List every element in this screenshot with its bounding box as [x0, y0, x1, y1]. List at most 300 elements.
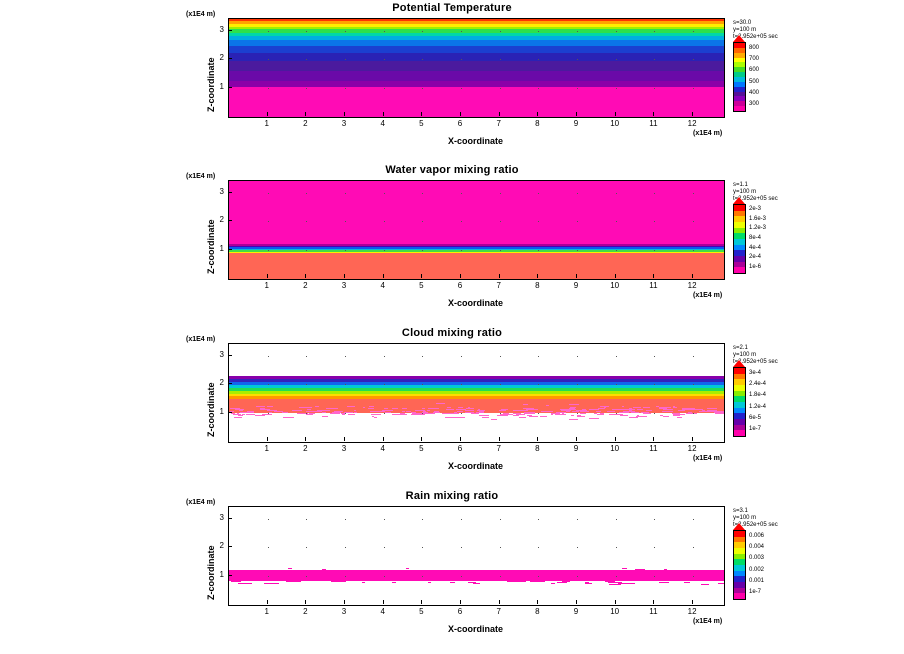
x-tick — [383, 600, 384, 604]
x-tick-label: 4 — [380, 444, 385, 453]
grid-dot — [693, 356, 694, 357]
grid-dot — [345, 250, 346, 251]
colorbar-tick-label-5: 1e-7 — [749, 426, 762, 433]
y-tick — [228, 518, 232, 519]
grid-dot — [422, 250, 423, 251]
y-axis-label: Z-coordinate — [206, 382, 216, 437]
grid-dot — [422, 221, 423, 222]
grid-dots — [229, 507, 724, 605]
x-tick-label: 4 — [380, 119, 385, 128]
x-tick-label: 4 — [380, 281, 385, 290]
y-tick-label: 3 — [219, 186, 224, 196]
x-tick-label: 3 — [341, 444, 347, 453]
legend-line-2: t=2.952e+05 sec — [733, 359, 778, 365]
x-tick — [460, 437, 461, 441]
grid-dot — [500, 384, 501, 385]
x-tick-label: 6 — [457, 119, 463, 128]
x-tick-label: 5 — [419, 444, 424, 453]
colorbar-segment-13 — [734, 106, 745, 111]
z-axis-unit: (x1E4 m) — [186, 499, 216, 506]
legend-line-2: t=2.952e+05 sec — [733, 34, 778, 40]
colorbar — [733, 42, 746, 112]
x-tick — [344, 112, 345, 116]
grid-dot — [654, 547, 655, 548]
x-axis-label: X-coordinate — [447, 624, 503, 634]
x-tick — [383, 437, 384, 441]
grid-dot — [693, 413, 694, 414]
x-tick — [499, 437, 500, 441]
grid-dot — [422, 193, 423, 194]
grid-dot — [345, 31, 346, 32]
y-tick-label: 3 — [219, 24, 224, 34]
x-tick-label: 10 — [610, 281, 620, 290]
panel-cloud-mixing-ratio — [0, 325, 904, 485]
grid-dot — [345, 59, 346, 60]
grid-dot — [306, 59, 307, 60]
x-axis-label: X-coordinate — [447, 298, 503, 308]
grid-dot — [268, 384, 269, 385]
x-axis-unit: (x1E4 m) — [693, 618, 723, 625]
x-tick — [344, 274, 345, 278]
grid-dot — [500, 356, 501, 357]
grid-dot — [654, 193, 655, 194]
grid-dot — [306, 250, 307, 251]
x-tick-label: 5 — [419, 119, 424, 128]
colorbar-tick-label-1: 2.4e-4 — [749, 381, 767, 387]
colorbar-tick-label-4: 6e-5 — [749, 415, 762, 421]
grid-dot — [461, 576, 462, 577]
grid-dot — [306, 576, 307, 577]
colorbar-tick-label-5: 1e-7 — [749, 589, 762, 596]
colorbar-tick-label-5: 2e-4 — [749, 254, 762, 261]
grid-dot — [422, 356, 423, 357]
grid-dot — [345, 221, 346, 222]
y-tick-label: 3 — [219, 349, 224, 359]
grid-dot — [384, 356, 385, 357]
grid-dot — [422, 59, 423, 60]
grid-dot — [500, 576, 501, 577]
grid-dot — [616, 221, 617, 222]
y-tick-label: 1 — [219, 570, 224, 580]
x-tick-label: 7 — [496, 607, 501, 616]
grid-dot — [616, 59, 617, 60]
colorbar-tick-label-3: 8e-4 — [749, 235, 762, 241]
grid-dot — [616, 576, 617, 577]
grid-dot — [538, 59, 539, 60]
x-tick — [499, 600, 500, 604]
grid-dot — [345, 413, 346, 414]
x-tick-label: 10 — [610, 119, 620, 128]
colorbar-tick-label-1: 700 — [749, 56, 760, 62]
x-tick — [653, 600, 654, 604]
grid-dot — [268, 250, 269, 251]
x-tick — [267, 274, 268, 278]
colorbar-tick-label-1: 0.004 — [749, 544, 765, 550]
grid-dot — [500, 519, 501, 520]
grid-dot — [577, 384, 578, 385]
grid-dot — [461, 547, 462, 548]
chart-title: Cloud mixing ratio — [401, 327, 503, 339]
x-tick — [383, 112, 384, 116]
plot-area — [228, 506, 725, 606]
x-tick-label: 11 — [649, 281, 658, 290]
grid-dot — [538, 576, 539, 577]
x-tick-label: 8 — [535, 607, 540, 616]
grid-dot — [577, 59, 578, 60]
grid-dot — [577, 193, 578, 194]
colorbar — [733, 367, 746, 437]
grid-dot — [693, 576, 694, 577]
grid-dot — [268, 519, 269, 520]
grid-dot — [461, 31, 462, 32]
grid-dot — [500, 221, 501, 222]
x-tick — [305, 274, 306, 278]
chart-title: Potential Temperature — [392, 2, 512, 14]
grid-dot — [693, 221, 694, 222]
grid-dot — [500, 88, 501, 89]
panel-potential-temperature — [0, 0, 904, 160]
grid-dot — [384, 59, 385, 60]
grid-dot — [306, 413, 307, 414]
grid-dot — [654, 221, 655, 222]
grid-dot — [384, 193, 385, 194]
y-axis-label: Z-coordinate — [206, 219, 216, 274]
x-tick — [421, 600, 422, 604]
grid-dot — [422, 31, 423, 32]
grid-dot — [461, 384, 462, 385]
x-tick — [537, 437, 538, 441]
x-tick-label: 1 — [264, 444, 269, 453]
grid-dot — [268, 576, 269, 577]
grid-dot — [538, 547, 539, 548]
x-axis-unit: (x1E4 m) — [693, 455, 723, 462]
x-tick — [653, 112, 654, 116]
grid-dot — [577, 413, 578, 414]
grid-dot — [616, 250, 617, 251]
grid-dot — [654, 59, 655, 60]
grid-dots — [229, 181, 724, 279]
x-tick-label: 3 — [341, 281, 347, 290]
x-axis-label: X-coordinate — [447, 461, 503, 471]
grid-dot — [616, 193, 617, 194]
grid-dot — [693, 31, 694, 32]
y-tick — [228, 412, 232, 413]
grid-dot — [384, 31, 385, 32]
grid-dot — [577, 519, 578, 520]
colorbar-tick-label-0: 0.006 — [749, 532, 765, 539]
x-tick-label: 2 — [303, 119, 308, 128]
colorbar-tick-label-3: 0.002 — [749, 566, 765, 573]
x-tick — [576, 600, 577, 604]
legend-line-1: y=100 m — [733, 189, 757, 195]
grid-dot — [461, 250, 462, 251]
y-tick-label: 3 — [219, 512, 224, 522]
x-tick — [537, 274, 538, 278]
grid-dot — [538, 193, 539, 194]
grid-dot — [461, 221, 462, 222]
x-tick — [267, 112, 268, 116]
grid-dot — [461, 59, 462, 60]
y-tick — [228, 249, 232, 250]
grid-dot — [500, 413, 501, 414]
grid-dot — [345, 356, 346, 357]
x-tick-label: 2 — [303, 607, 308, 616]
x-tick — [692, 600, 693, 604]
grid-dot — [384, 576, 385, 577]
x-axis-label: X-coordinate — [447, 136, 503, 146]
colorbar-tick-label-4: 400 — [749, 90, 760, 96]
x-tick-label: 12 — [687, 281, 697, 290]
grid-dot — [461, 413, 462, 414]
x-tick — [576, 274, 577, 278]
plot-area — [228, 343, 725, 443]
x-tick — [537, 112, 538, 116]
grid-dot — [616, 519, 617, 520]
x-tick-label: 2 — [303, 444, 308, 453]
grid-dot — [577, 88, 578, 89]
x-tick — [615, 112, 616, 116]
x-tick-label: 1 — [264, 119, 269, 128]
y-tick-label: 1 — [219, 407, 224, 417]
grid-dot — [538, 413, 539, 414]
x-tick-label: 5 — [419, 607, 424, 616]
grid-dots — [229, 19, 724, 117]
x-tick-label: 2 — [303, 281, 308, 290]
x-tick-label: 9 — [573, 607, 579, 616]
y-tick — [228, 546, 232, 547]
x-tick — [576, 112, 577, 116]
grid-dot — [500, 193, 501, 194]
colorbar-tick-label-4: 0.001 — [749, 578, 765, 584]
grid-dot — [538, 221, 539, 222]
colorbar-tick-label-5: 300 — [749, 101, 760, 108]
colorbar — [733, 530, 746, 600]
grid-dot — [268, 193, 269, 194]
grid-dot — [616, 31, 617, 32]
grid-dot — [577, 547, 578, 548]
x-tick — [344, 437, 345, 441]
y-tick-label: 1 — [219, 82, 224, 92]
colorbar-top-arrow — [733, 523, 745, 530]
grid-dot — [616, 356, 617, 357]
x-tick-label: 6 — [457, 281, 463, 290]
grid-dot — [345, 519, 346, 520]
x-tick-label: 9 — [573, 119, 579, 128]
grid-dot — [345, 576, 346, 577]
y-tick — [228, 87, 232, 88]
legend-line-1: y=100 m — [733, 515, 757, 521]
x-tick — [653, 274, 654, 278]
grid-dot — [384, 88, 385, 89]
y-axis-label: Z-coordinate — [206, 545, 216, 600]
colorbar-tick-label-4: 4e-4 — [749, 244, 762, 251]
x-tick — [305, 600, 306, 604]
grid-dot — [306, 384, 307, 385]
grid-dots — [229, 344, 724, 442]
grid-dot — [577, 31, 578, 32]
grid-dot — [268, 413, 269, 414]
x-tick — [344, 600, 345, 604]
colorbar-tick-label-0: 3e-4 — [749, 369, 762, 376]
grid-dot — [345, 547, 346, 548]
x-tick-label: 7 — [496, 119, 501, 128]
x-tick-label: 12 — [687, 607, 697, 616]
grid-dot — [345, 384, 346, 385]
x-tick-label: 1 — [264, 607, 269, 616]
x-tick — [421, 112, 422, 116]
grid-dot — [345, 193, 346, 194]
x-tick — [499, 274, 500, 278]
grid-dot — [654, 384, 655, 385]
grid-dot — [538, 519, 539, 520]
grid-dot — [384, 413, 385, 414]
grid-dot — [268, 547, 269, 548]
legend-line-1: y=100 m — [733, 27, 757, 33]
colorbar-tick-label-6: 1e-6 — [749, 264, 762, 271]
x-axis-unit: (x1E4 m) — [693, 130, 723, 137]
grid-dot — [616, 547, 617, 548]
grid-dot — [306, 221, 307, 222]
x-tick — [460, 112, 461, 116]
y-tick — [228, 220, 232, 221]
grid-dot — [461, 193, 462, 194]
colorbar-tick-label-1: 1.6e-3 — [749, 215, 767, 222]
y-tick — [228, 58, 232, 59]
x-tick — [692, 112, 693, 116]
colorbar-tick-label-2: 1.2e-3 — [749, 225, 767, 232]
colorbar-top-arrow — [733, 35, 745, 42]
y-tick-label: 2 — [219, 215, 224, 225]
legend-line-0: s=1.1 — [733, 182, 748, 188]
z-axis-unit: (x1E4 m) — [186, 173, 216, 180]
grid-dot — [268, 88, 269, 89]
x-tick-label: 4 — [380, 607, 385, 616]
y-tick — [228, 355, 232, 356]
grid-dot — [422, 576, 423, 577]
grid-dot — [693, 519, 694, 520]
grid-dot — [577, 221, 578, 222]
x-tick — [692, 437, 693, 441]
grid-dot — [538, 88, 539, 89]
legend-line-0: s=2.1 — [733, 345, 748, 351]
x-tick — [615, 437, 616, 441]
panel-water-vapor-mixing-ratio — [0, 162, 904, 322]
grid-dot — [654, 413, 655, 414]
y-tick-label: 2 — [219, 541, 224, 551]
grid-dot — [654, 356, 655, 357]
y-tick — [228, 192, 232, 193]
x-tick-label: 7 — [496, 444, 501, 453]
x-tick — [305, 437, 306, 441]
x-tick-label: 8 — [535, 281, 540, 290]
x-tick-label: 3 — [341, 119, 347, 128]
grid-dot — [422, 88, 423, 89]
x-tick — [267, 600, 268, 604]
colorbar-top-arrow — [733, 197, 745, 204]
grid-dot — [577, 356, 578, 357]
grid-dot — [577, 576, 578, 577]
x-tick-label: 7 — [496, 281, 501, 290]
y-axis-label: Z-coordinate — [206, 57, 216, 112]
colorbar-segment-11 — [734, 430, 745, 436]
colorbar-tick-label-0: 800 — [749, 44, 760, 51]
grid-dot — [654, 31, 655, 32]
grid-dot — [500, 250, 501, 251]
grid-dot — [461, 356, 462, 357]
legend-line-2: t=2.952e+05 sec — [733, 196, 778, 202]
grid-dot — [422, 519, 423, 520]
grid-dot — [693, 547, 694, 548]
chart-title: Water vapor mixing ratio — [385, 164, 519, 176]
grid-dot — [654, 88, 655, 89]
grid-dot — [384, 384, 385, 385]
x-tick — [383, 274, 384, 278]
chart-title: Rain mixing ratio — [405, 490, 499, 502]
colorbar-tick-label-2: 600 — [749, 67, 760, 74]
grid-dot — [384, 519, 385, 520]
x-tick-label: 8 — [535, 119, 540, 128]
x-tick — [653, 437, 654, 441]
grid-dot — [268, 356, 269, 357]
colorbar-tick-label-3: 1.2e-4 — [749, 403, 767, 410]
grid-dot — [654, 519, 655, 520]
panel-rain-mixing-ratio — [0, 488, 904, 648]
grid-dot — [422, 384, 423, 385]
x-tick-label: 3 — [341, 607, 347, 616]
legend-line-0: s=3.1 — [733, 508, 748, 514]
legend-line-2: t=2.952e+05 sec — [733, 522, 778, 528]
y-tick — [228, 30, 232, 31]
grid-dot — [693, 59, 694, 60]
x-tick-label: 11 — [649, 444, 658, 453]
x-tick-label: 12 — [687, 119, 697, 128]
grid-dot — [538, 250, 539, 251]
x-tick — [537, 600, 538, 604]
y-tick — [228, 575, 232, 576]
grid-dot — [500, 59, 501, 60]
grid-dot — [538, 31, 539, 32]
grid-dot — [268, 221, 269, 222]
legend-line-0: s=30.0 — [733, 20, 752, 26]
grid-dot — [345, 88, 346, 89]
grid-dot — [500, 547, 501, 548]
grid-dot — [268, 59, 269, 60]
x-tick — [460, 600, 461, 604]
x-tick-label: 8 — [535, 444, 540, 453]
colorbar-segment-11 — [734, 267, 745, 273]
x-tick — [267, 437, 268, 441]
x-axis-unit: (x1E4 m) — [693, 292, 723, 299]
z-axis-unit: (x1E4 m) — [186, 336, 216, 343]
x-tick-label: 12 — [687, 444, 697, 453]
grid-dot — [500, 31, 501, 32]
grid-dot — [422, 413, 423, 414]
plot-area — [228, 18, 725, 118]
grid-dot — [384, 221, 385, 222]
grid-dot — [461, 519, 462, 520]
x-tick — [305, 112, 306, 116]
colorbar-segment-11 — [734, 593, 745, 599]
grid-dot — [538, 356, 539, 357]
x-tick-label: 5 — [419, 281, 424, 290]
colorbar-tick-label-2: 1.8e-4 — [749, 392, 767, 399]
x-tick — [692, 274, 693, 278]
colorbar-tick-label-2: 0.003 — [749, 555, 765, 562]
x-tick-label: 11 — [649, 119, 658, 128]
x-tick — [460, 274, 461, 278]
colorbar-tick-label-0: 2e-3 — [749, 205, 762, 212]
grid-dot — [616, 384, 617, 385]
